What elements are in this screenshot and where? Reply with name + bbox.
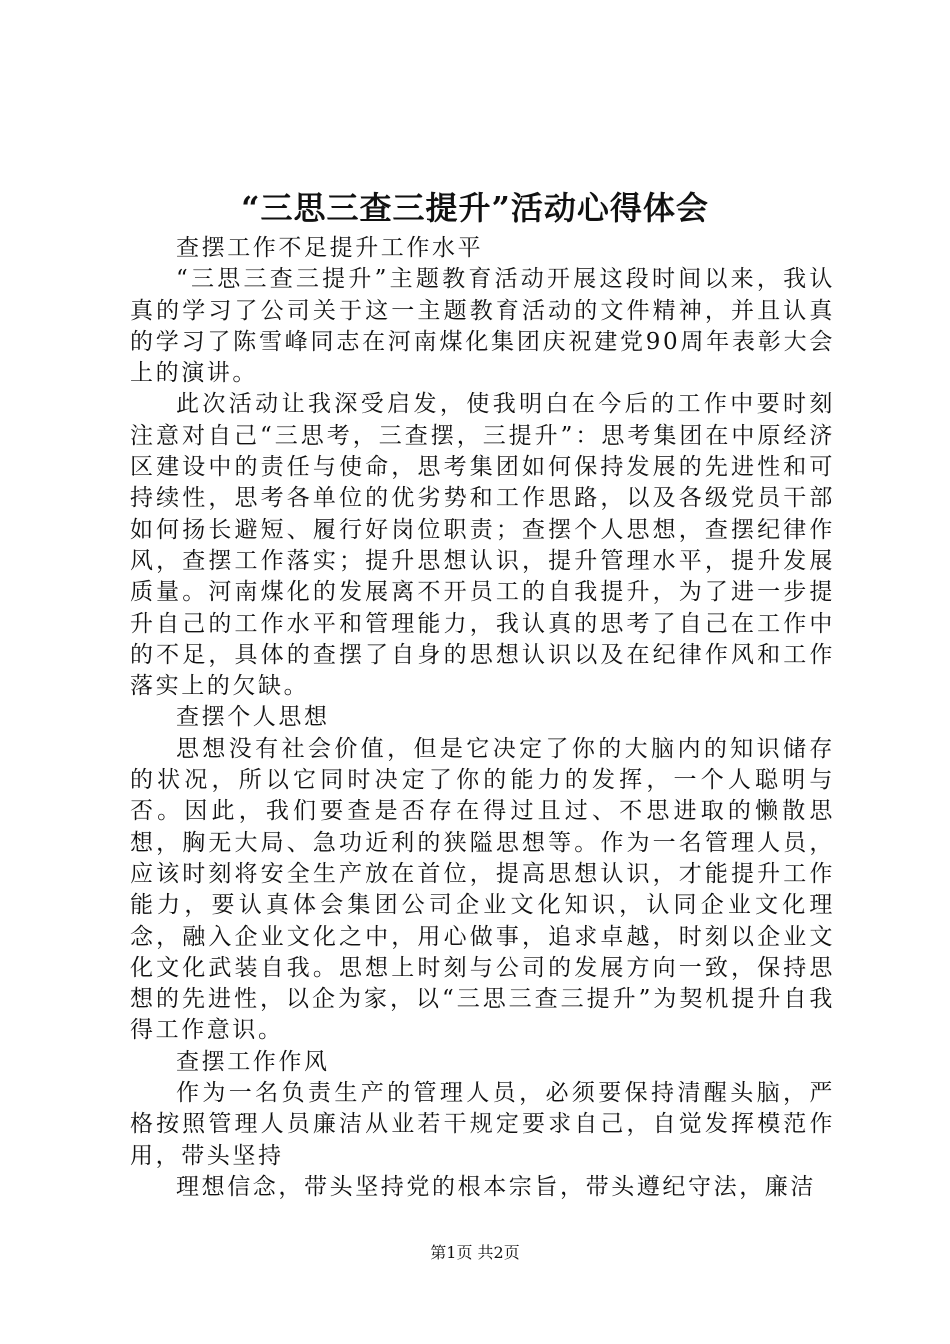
paragraph: 作为一名负责生产的管理人员，必须要保持清醒头脑，严格按照管理人员廉洁从业若干规定要求自己，自觉发挥模范作用，带头坚持: [130, 1080, 835, 1169]
paragraph: “三思三查三提升”主题教育活动开展这段时间以来，我认真的学习了公司关于这一主题教育活动的文件精神，并且认真的学习了陈雪峰同志在河南煤化集团庆祝建党90周年表彰大会上的演讲。: [130, 266, 835, 387]
section-heading: 查摆工作作风: [176, 1048, 330, 1075]
section-heading: 查摆个人思想: [176, 704, 330, 731]
paragraph: 思想没有社会价值，但是它决定了你的大脑内的知识储存的状况，所以它同时决定了你的能力的发挥，一个人聪明与否。因此，我们要查是否存在得过且过、不思进取的懒散思想，胸无大局、急功近利的狭隘思想等。作为一名管理人员，应该时刻将安全生产放在首位，提高思想认识，才能提升工作能力，要认真体会集团公司企业文化知识，认同企业文化理念，融入企业文化之中，用心做事，追求卓越，时刻以企业文化文化武装自我。思想上时刻与公司的发展方向一致，保持思想的先进性，以企为家，以“三思三查三提升”为契机提升自我得工作意识。: [130, 735, 835, 1044]
paragraph: 此次活动让我深受启发，使我明白在今后的工作中要时刻注意对自己“三思考，三查摆，三提升”：思考集团在中原经济区建设中的责任与使命，思考集团如何保持发展的先进性和可持续性，思考各单位的优劣势和工作思路，以及各级党员干部如何扬长避短、履行好岗位职责；查摆个人思想，查摆纪律作风，查摆工作落实；提升思想认识，提升管理水平，提升发展质量。河南煤化的发展离不开员工的自我提升，为了进一步提升自己的工作水平和管理能力，我认真的思考了自己在工作中的不足，具体的查摆了自身的思想认识以及在纪律作风和工作落实上的欠缺。: [130, 391, 835, 700]
document-body: [130, 233, 835, 1203]
paragraph: 理想信念，带头坚持党的根本宗旨，带头遵纪守法，廉洁: [176, 1173, 816, 1200]
section-heading: 查摆工作不足提升工作水平: [176, 235, 484, 261]
page-number-footer: 第1页 共2页: [430, 1243, 520, 1262]
document-title: “三思三查三提升”活动心得体会: [241, 189, 709, 227]
